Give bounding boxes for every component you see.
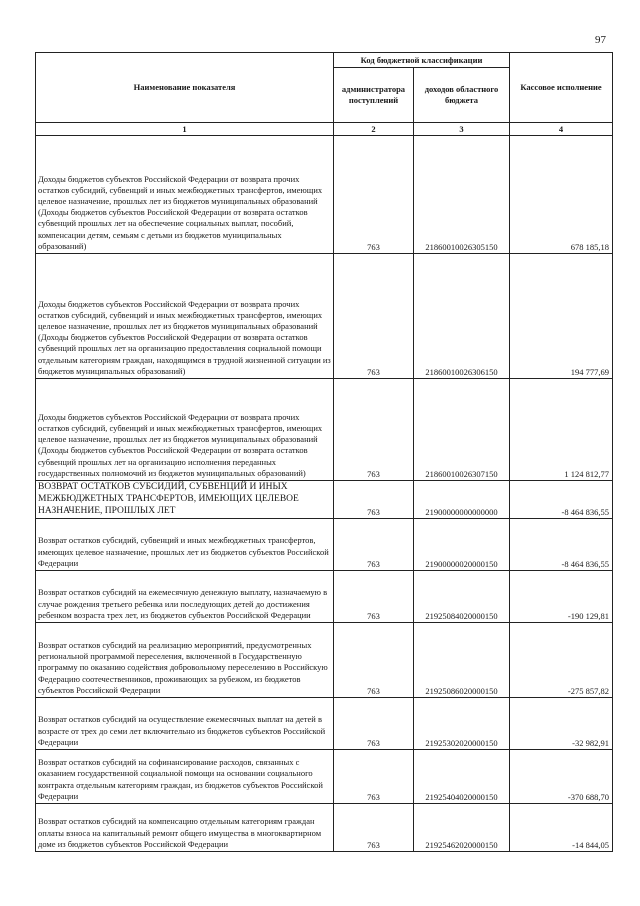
row-name: Доходы бюджетов субъектов Российской Федерации от возврата прочих остатков субсидий, субвенций и иных межбюджетных трансфертов, имеющих целевое назначение, прошлых лет из бюджетов муниципальных образований (Доходы бюджетов субъектов Российской Федерации от возврата остатков субвенций прошлых лет на обеспечение социальных выплат, пособий, компенсации детям, семьям с детьми из бюджетов муниципальных образований) <box>36 136 334 254</box>
row-admin-code: 763 <box>334 804 414 852</box>
row-admin-code: 763 <box>334 136 414 254</box>
table-row <box>36 481 613 519</box>
header-budget-classification: Код бюджетной классификации <box>334 53 510 68</box>
header-amount: Кассовое исполнение <box>510 53 613 123</box>
row-amount: -190 129,81 <box>510 571 613 623</box>
row-name: ВОЗВРАТ ОСТАТКОВ СУБСИДИЙ, СУБВЕНЦИЙ И ИНЫХ МЕЖБЮДЖЕТНЫХ ТРАНСФЕРТОВ, ИМЕЮЩИХ ЦЕЛЕВОЕ НАЗНАЧЕНИЕ, ПРОШЛЫХ ЛЕТ <box>36 481 334 519</box>
row-admin-code: 763 <box>334 750 414 804</box>
row-amount: -370 688,70 <box>510 750 613 804</box>
table-row <box>36 519 613 571</box>
row-amount: 678 185,18 <box>510 136 613 254</box>
column-number-4: 4 <box>510 123 613 136</box>
row-name: Возврат остатков субсидий, субвенций и иных межбюджетных трансфертов, имеющих целевое назначение, прошлых лет из бюджетов субъектов Российской Федерации <box>36 519 334 571</box>
row-admin-code: 763 <box>334 379 414 481</box>
row-admin-code: 763 <box>334 481 414 519</box>
row-amount: -275 857,82 <box>510 623 613 698</box>
table-row <box>36 571 613 623</box>
row-amount: -32 982,91 <box>510 698 613 750</box>
column-number-1: 1 <box>36 123 334 136</box>
column-number-3: 3 <box>414 123 510 136</box>
row-admin-code: 763 <box>334 519 414 571</box>
header-name: Наименование показателя <box>36 53 334 123</box>
column-number-2: 2 <box>334 123 414 136</box>
table-row <box>36 698 613 750</box>
table-row <box>36 750 613 804</box>
page-number: 97 <box>595 34 606 46</box>
row-admin-code: 763 <box>334 254 414 379</box>
table-row <box>36 254 613 379</box>
row-budget-code: 21860010026306150 <box>414 254 510 379</box>
row-name: Возврат остатков субсидий на софинансирование расходов, связанных с оказанием государственной социальной помощи на основании социального контракта отдельным категориям граждан, из бюджетов субъектов Российской Федерации <box>36 750 334 804</box>
table-row <box>36 136 613 254</box>
table-row <box>36 804 613 852</box>
row-admin-code: 763 <box>334 571 414 623</box>
row-amount: -8 464 836,55 <box>510 481 613 519</box>
row-budget-code: 21925404020000150 <box>414 750 510 804</box>
row-name: Доходы бюджетов субъектов Российской Федерации от возврата прочих остатков субсидий, субвенций и иных межбюджетных трансфертов, имеющих целевое назначение, прошлых лет из бюджетов муниципальных образований (Доходы бюджетов субъектов Российской Федерации от возврата остатков субвенций прошлых лет на организацию исполнения переданных государственных полномочий из бюджетов муниципальных образований) <box>36 379 334 481</box>
header-code: доходов областного бюджета <box>414 68 510 123</box>
row-budget-code: 21925084020000150 <box>414 571 510 623</box>
row-amount: 1 124 812,77 <box>510 379 613 481</box>
row-name: Возврат остатков субсидий на компенсацию отдельным категориям граждан оплаты взноса на капитальный ремонт общего имущества в многоквартирном доме из бюджетов субъектов Российской Федерации <box>36 804 334 852</box>
row-amount: -8 464 836,55 <box>510 519 613 571</box>
row-name: Возврат остатков субсидий на ежемесячную денежную выплату, назначаемую в случае рождения третьего ребенка или последующих детей до достижения ребенком возраста трех лет, из бюджетов субъектов Российской Федерации <box>36 571 334 623</box>
row-amount: 194 777,69 <box>510 254 613 379</box>
row-budget-code: 21900000020000150 <box>414 519 510 571</box>
row-budget-code: 21900000000000000 <box>414 481 510 519</box>
table-row <box>36 623 613 698</box>
row-admin-code: 763 <box>334 698 414 750</box>
row-name: Доходы бюджетов субъектов Российской Федерации от возврата прочих остатков субсидий, субвенций и иных межбюджетных трансфертов, имеющих целевое назначение, прошлых лет из бюджетов муниципальных образований (Доходы бюджетов субъектов Российской Федерации от возврата остатков субвенций прошлых лет на организацию предоставления социальной помощи отдельным категориям граждан, находящимся в трудной жизненной ситуации из бюджетов муниципальных образований) <box>36 254 334 379</box>
row-budget-code: 21860010026305150 <box>414 136 510 254</box>
row-budget-code: 21860010026307150 <box>414 379 510 481</box>
row-budget-code: 21925086020000150 <box>414 623 510 698</box>
header-admin: администратора поступлений <box>334 68 414 123</box>
budget-report-table <box>35 52 613 852</box>
row-name: Возврат остатков субсидий на осуществление ежемесячных выплат на детей в возрасте от трех до семи лет включительно из бюджетов субъектов Российской Федерации <box>36 698 334 750</box>
row-admin-code: 763 <box>334 623 414 698</box>
row-budget-code: 21925302020000150 <box>414 698 510 750</box>
row-name: Возврат остатков субсидий на реализацию мероприятий, предусмотренных региональной программой переселения, включенной в Государственную программу по оказанию содействия добровольному переселению в Российскую Федерацию соотечественников, проживающих за рубежом, из бюджетов субъектов Российской Федерации <box>36 623 334 698</box>
row-amount: -14 844,05 <box>510 804 613 852</box>
table-row <box>36 379 613 481</box>
row-budget-code: 21925462020000150 <box>414 804 510 852</box>
